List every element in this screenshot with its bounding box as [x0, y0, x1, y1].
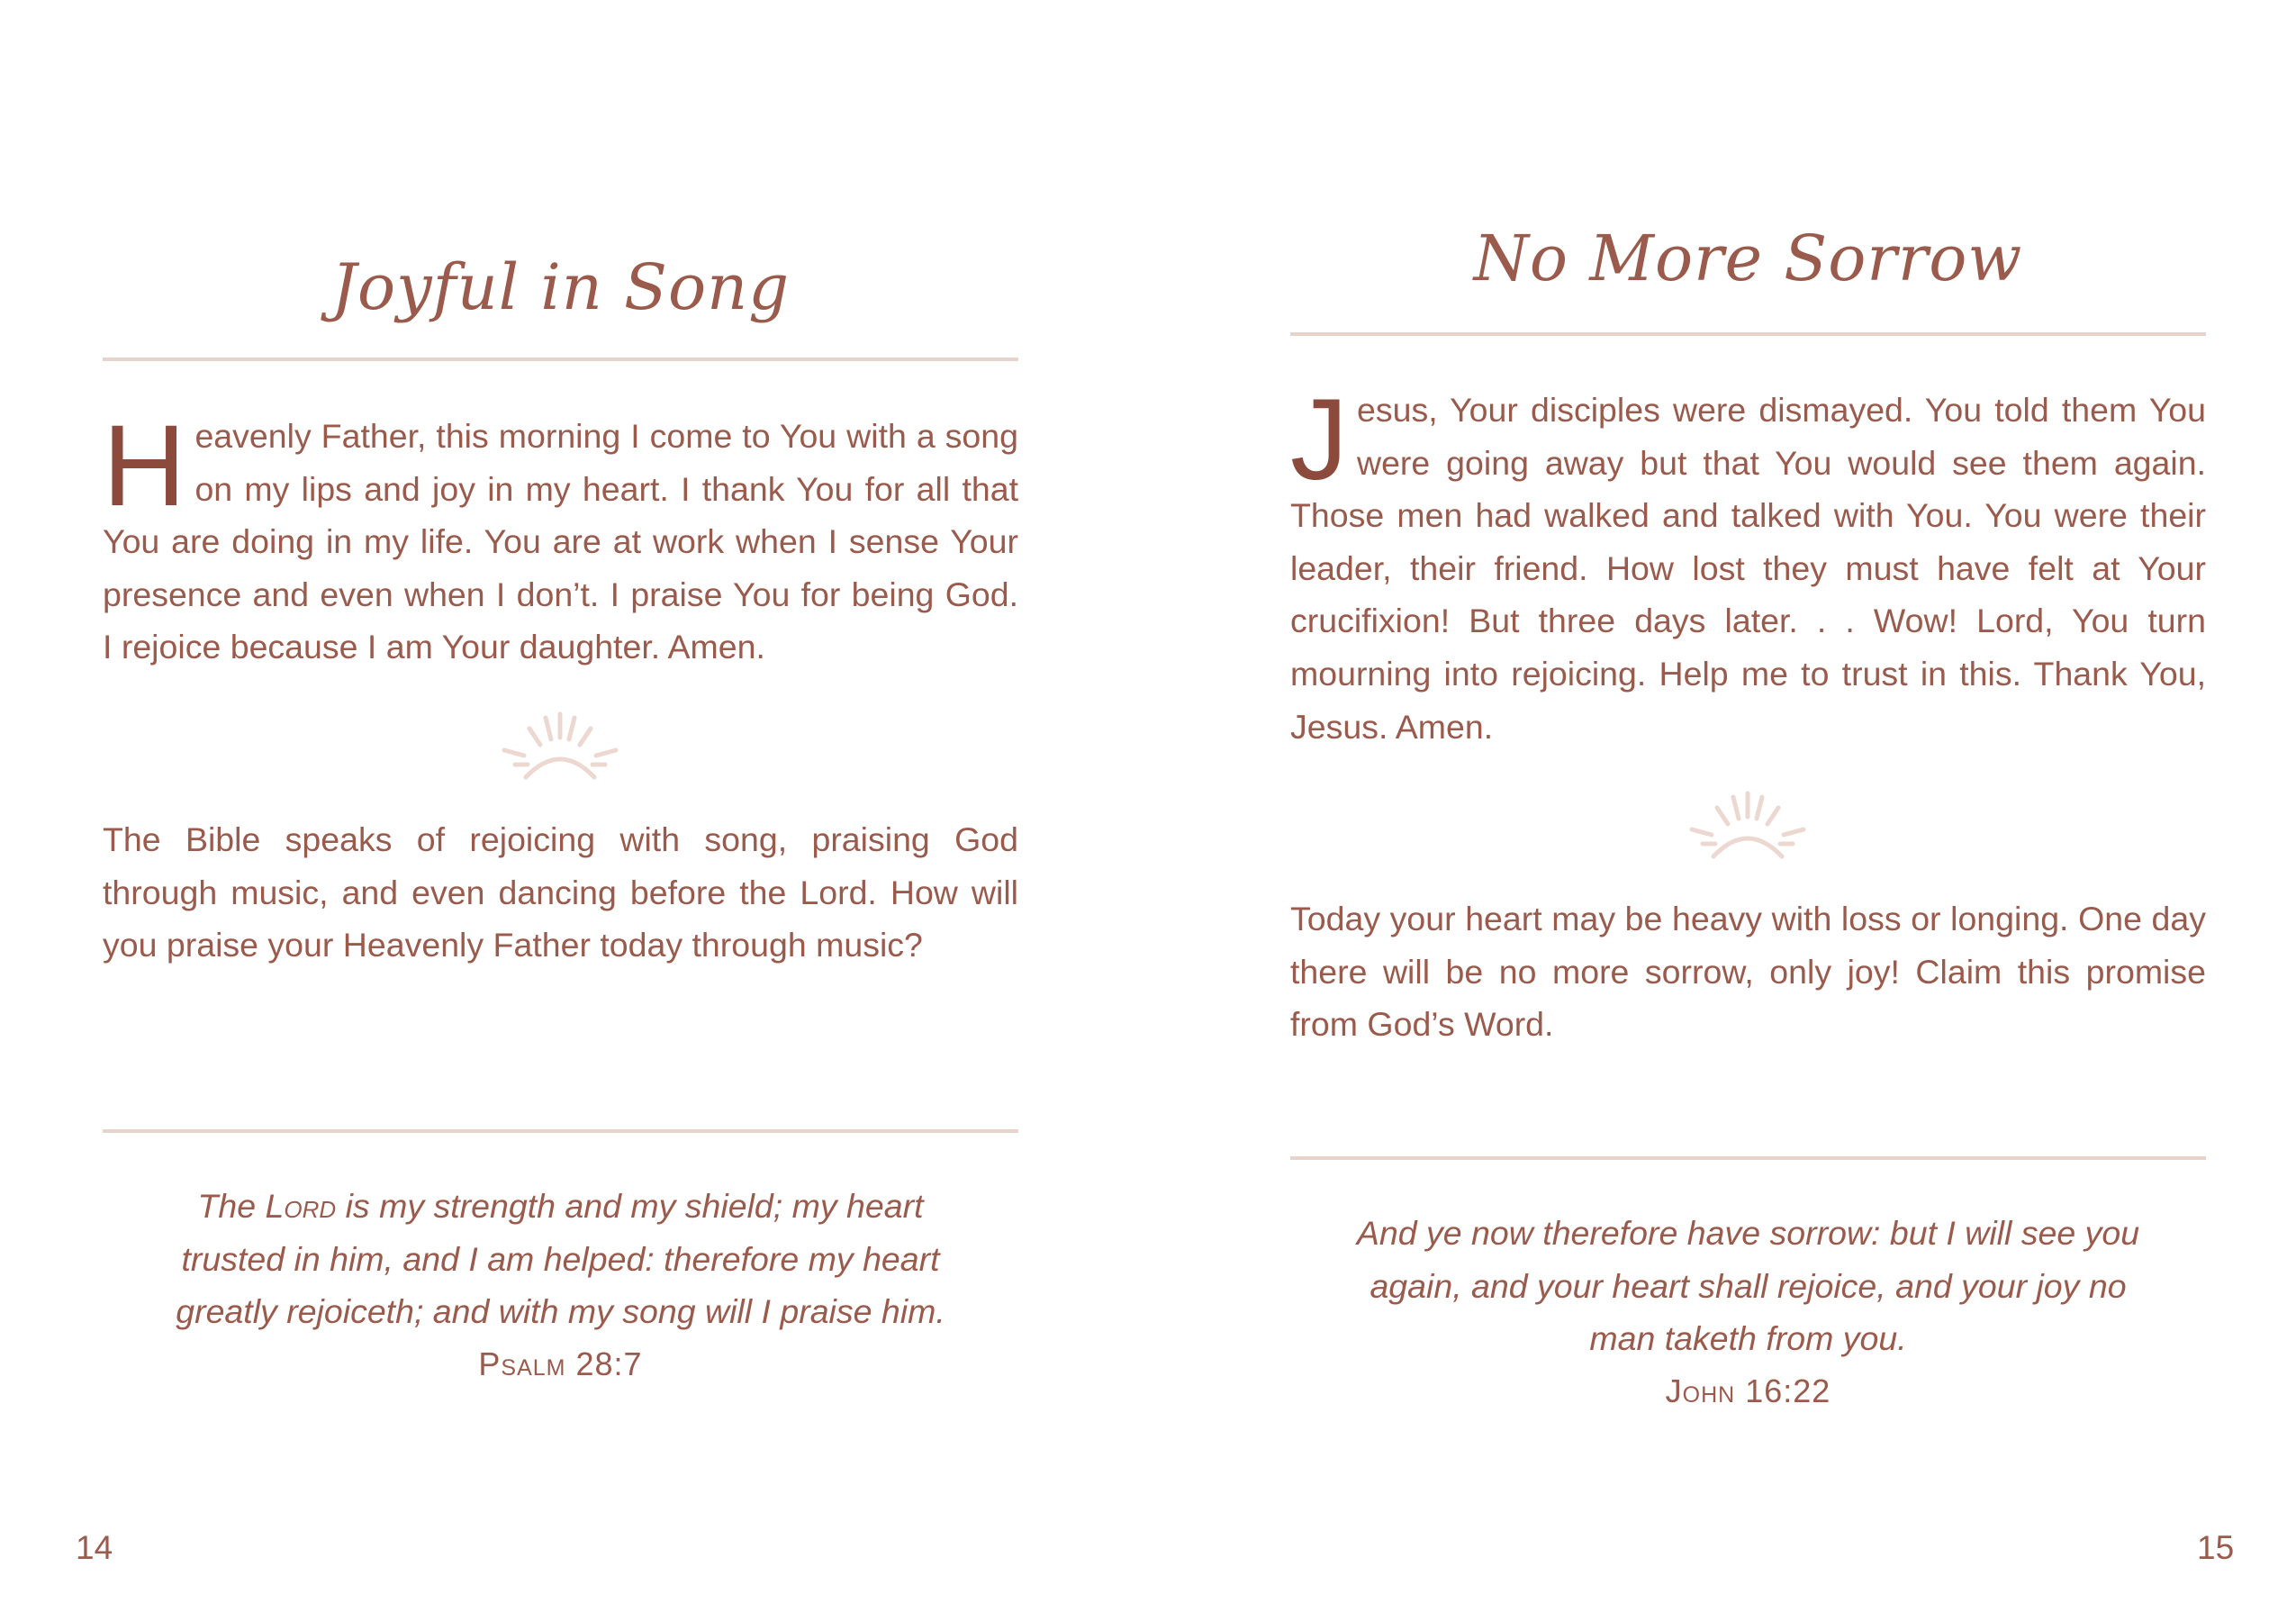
right-page	[1148, 0, 2296, 1621]
title-divider	[1290, 332, 2206, 336]
reflection-paragraph: Today your heart may be heavy with loss or longing. One day there will be no more sorrow, only joy! Claim this promise from God’s Word.	[1290, 900, 2206, 1044]
prayer-text: eavenly Father, this morning I come to You with a song on my lips and joy in my heart. I thank You for all that You are doing in my life. You are at work when I sense Your presence and even when I don’t. I praise You for being God. I rejoice because I am Your daughter. Amen.	[103, 417, 1018, 666]
prayer-paragraph	[103, 402, 1018, 674]
verse-line-1: And ye now therefore have sorrow: but I will see you	[1356, 1214, 2140, 1252]
page-title: No More Sorrow	[1473, 222, 2023, 295]
verse-line-2: trusted in him, and I am helped: therefore my heart	[181, 1239, 940, 1278]
verse-line-3: man taketh from you.	[1589, 1319, 1907, 1358]
reflection-paragraph: The Bible speaks of rejoicing with song, praising God through music, and even dancing before the Lord. How will you praise your Heavenly Father today through music?	[103, 820, 1018, 964]
verse-divider	[103, 1129, 1018, 1133]
verse-line-2: again, and your heart shall rejoice, and your joy no	[1369, 1266, 2127, 1305]
lord-small-caps: Lord	[265, 1187, 337, 1225]
page-number: 14	[76, 1529, 113, 1566]
verse-line-3: greatly rejoiceth; and with my song will I praise him.	[176, 1292, 945, 1331]
page-title: Joyful in Song	[330, 250, 791, 324]
scripture-reference: John 16:22	[1665, 1372, 1831, 1409]
verse-divider	[1290, 1156, 2206, 1160]
sunrise-icon	[488, 705, 632, 786]
title-divider	[103, 358, 1018, 361]
drop-cap: H	[103, 402, 186, 530]
prayer-text: esus, Your disciples were dismayed. You told them You were going away but that You would see them again. Those men had walked and talked with You. You were their leader, their friend. How lost they must have felt at Your crucifixion! But three days later. . . Wow! Lord, You turn mourning into rejoicing. Help me to trust in this. Thank You, Jesus. Amen.	[1290, 391, 2206, 746]
scripture-verse	[103, 1180, 1018, 1338]
prayer-paragraph	[1290, 376, 2206, 753]
scripture-verse	[1290, 1207, 2206, 1365]
scripture-reference: Psalm 28:7	[478, 1345, 643, 1382]
drop-cap: J	[1290, 376, 1348, 504]
page-number: 15	[2197, 1529, 2235, 1566]
verse-line-1: The Lord is my strength and my shield; my heart	[197, 1187, 924, 1225]
sunrise-icon	[1676, 784, 1820, 865]
